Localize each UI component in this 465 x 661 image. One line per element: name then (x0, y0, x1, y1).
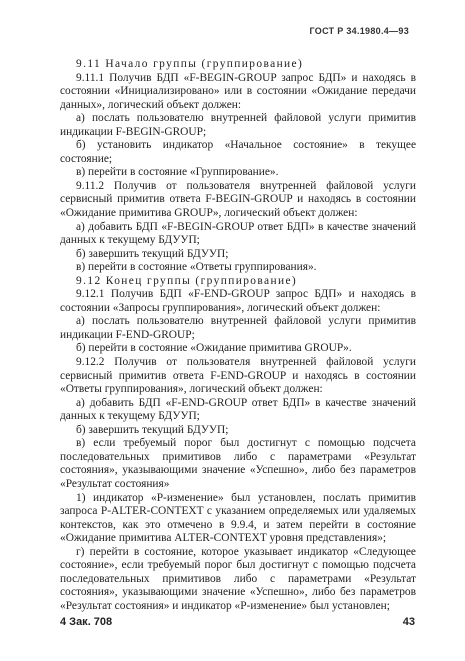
section-heading-9-11: 9.11 Начало группы (группирование) (76, 58, 304, 70)
section-heading-9-12: 9.12 Конец группы (группирование) (76, 274, 298, 287)
list-item-b: б) завершить текущий БДУУП; (76, 247, 229, 260)
paragraph-9-12-2: 9.12.2 Получив от пользователя внутренней файловой услуги сервисный примитив ответа F-END-GROUP и находясь в состоянии «Ответы группирования», логический объект должен: (60, 356, 416, 396)
list-item-v: в) если требуемый порог был достигнут с помощью подсчета последовательных примитивов либо с параметрами «Результат состояния», указывающими значение «Успешно», либо без параметров «Результат состояния» (60, 437, 416, 490)
page-body (60, 58, 416, 613)
list-item-b: б) перейти в состояние «Ожидание примитива GROUP». (76, 342, 352, 355)
footer-order-number: 4 Зак. 708 (60, 616, 113, 628)
list-item-a: а) послать пользователю внутренней файловой услуги примитив индикации F-END-GROUP; (60, 315, 416, 341)
list-item-a: а) добавить БДП «F-BEGIN-GROUP ответ БДП» в качестве значений данных к текущему БДУУП; (60, 220, 416, 247)
paragraph-9-12-1: 9.12.1 Получив БДП «F-END-GROUP запрос БДП» и находясь в состоянии «Запросы группирования», логический объект должен: (60, 288, 416, 314)
paragraph-9-11-2: 9.11.2 Получив от пользователя внутренней файловой услуги сервисный примитив ответа F-BEGIN-GROUP и находясь в состоянии «Ожидание примитива GROUP», логический объект должен: (60, 179, 416, 220)
sub-item-1: 1) индикатор «Р-изменение» был установлен, послать примитив запроса P-ALTER-CONTEXT с указанием определяемых или удаляемых контекстов, как это отмечено в 9.9.4, и затем перейти в состояние «Ожидание примитива ALTER-CONTEXT уровня представления»; (60, 491, 416, 545)
list-item-v: в) перейти в состояние «Группирование». (76, 166, 279, 179)
list-item-a: а) послать пользователю внутренней файловой услуги примитив индикации F-BEGIN-GROUP; (60, 112, 416, 138)
list-item-b: б) установить индикатор «Начальное состояние» в текущее состояние; (60, 139, 416, 165)
list-item-a: а) добавить БДП «F-END-GROUP ответ БДП» в качестве значений данных к текущему БДУУП; (60, 396, 416, 423)
list-item-g: г) перейти в состояние, которое указывает индикатор «Следующее состояние», если требуемый порог был достигнут с помощью подсчета последовательных примитивов либо с параметрами «Результат состояния», указывающими значение «Успешно», либо без параметров «Результат состояния» и индикатор «Р-изменение» был установлен; (60, 545, 416, 612)
list-item-v: в) перейти в состояние «Ответы группирования». (76, 261, 317, 274)
page-number: 43 (402, 616, 415, 628)
list-item-b: б) завершить текущий БДУУП; (76, 423, 229, 436)
page-header: ГОСТ Р 34.1980.4—93 (309, 26, 409, 36)
paragraph-9-11-1: 9.11.1 Получив БДП «F-BEGIN-GROUP запрос БДП» и находясь в состоянии «Инициализировано» или в состоянии «Ожидание передачи данных», логический объект должен: (60, 71, 416, 111)
